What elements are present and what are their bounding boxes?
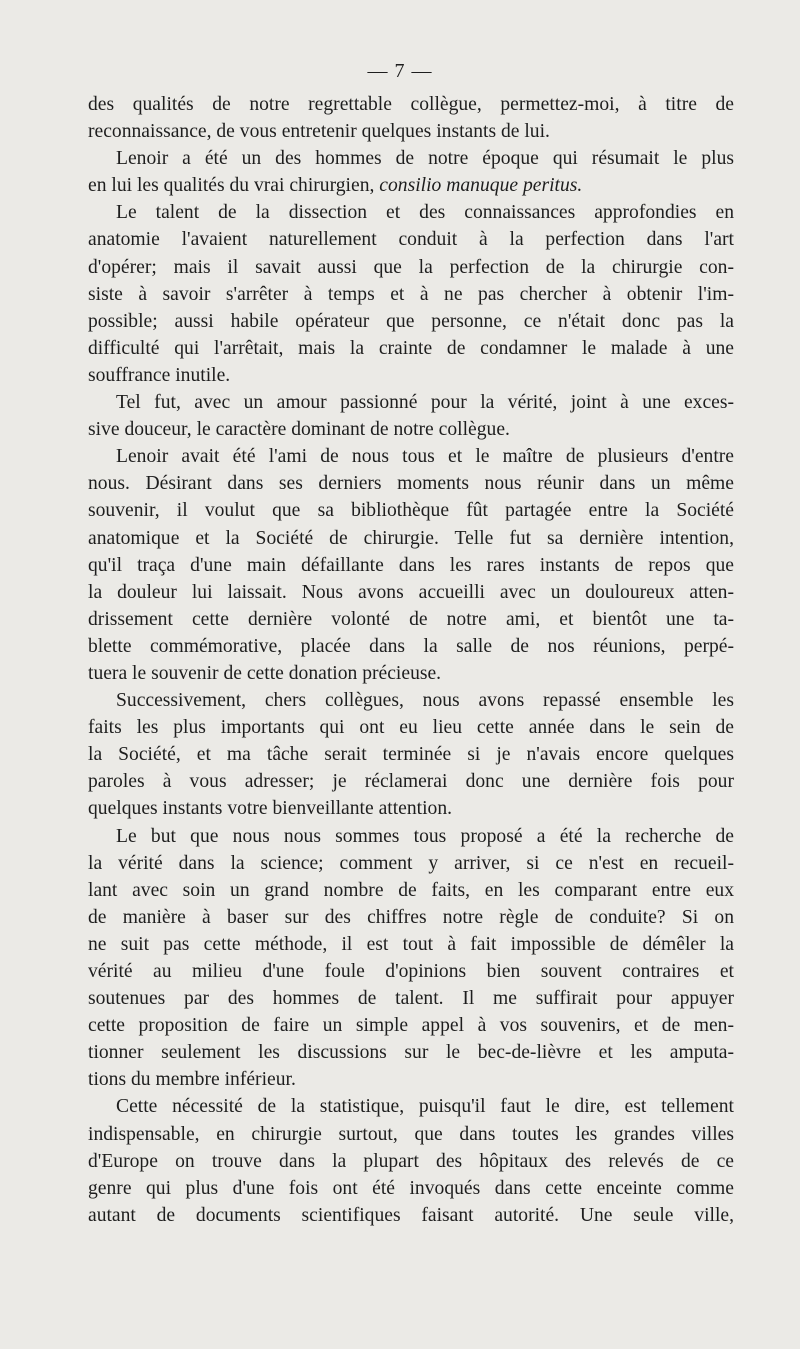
text-line: faits les plus importants qui ont eu lieu cette année dans le sein de [88,717,734,739]
text-line: anatomique et la Société de chirurgie. Telle fut sa dernière intention, [88,527,734,549]
text-line: possible; aussi habile opérateur que personne, ce n'était donc pas la [88,310,734,332]
text-line-with-italic [88,172,734,199]
text-line: difficulté qui l'arrêtait, mais la crainte de condamner le malade à une [88,337,734,359]
text-line: Le but que nous nous sommes tous proposé a été la recherche de [116,825,734,847]
text-line: d'opérer; mais il savait aussi que la perfection de la chirurgie con- [88,256,734,278]
text-line: genre qui plus d'une fois ont été invoqués dans cette enceinte comme [88,1177,734,1199]
text-run: en lui les qualités du vrai chirurgien, [88,175,380,197]
text-line: reconnaissance, de vous entretenir quelques instants de lui. [88,121,550,143]
text-line: Cette nécessité de la statistique, puisqu'il faut le dire, est tellement [116,1096,734,1118]
text-line: Lenoir avait été l'ami de nous tous et le maître de plusieurs d'entre [116,446,734,468]
text-line: drissement cette dernière volonté de notre ami, et bientôt une ta- [88,608,734,630]
text-line: vérité au milieu d'une foule d'opinions bien souvent contraires et [88,961,734,982]
text-line: des qualités de notre regrettable collègue, permettez-moi, à titre de [88,94,734,115]
text-line: sive douceur, le caractère dominant de notre collègue. [88,419,510,441]
text-line: la Société, et ma tâche serait terminée si je n'avais encore quelques [88,744,734,766]
body-text [88,91,734,1229]
text-line: siste à savoir s'arrêter à temps et à ne pas chercher à obtenir l'im- [88,283,734,305]
text-line: la vérité dans la science; comment y arriver, si ce n'est en recueil- [88,852,734,874]
text-line: Le talent de la dissection et des connaissances approfondies en [116,202,734,224]
text-line: souffrance inutile. [88,364,231,386]
text-line: d'Europe on trouve dans la plupart des hôpitaux des relevés de ce [88,1150,734,1172]
text-line: quelques instants votre bienveillante attention. [88,798,453,820]
text-line: Lenoir a été un des hommes de notre époque qui résumait le plus [116,148,734,170]
text-line: qu'il traça d'une main défaillante dans les rares instants de repos que [88,554,734,576]
text-line: tionner seulement les discussions sur le bec-de-lièvre et les amputa- [88,1042,734,1064]
text-line: cette proposition de faire un simple appel à vos souvenirs, et de men- [88,1015,734,1037]
text-line: Tel fut, avec un amour passionné pour la vérité, joint à une exces- [116,392,734,414]
text-line: tions du membre inférieur. [88,1069,296,1091]
text-line: ne suit pas cette méthode, il est tout à fait impossible de démêler la [88,933,734,955]
text-line: tuera le souvenir de cette donation précieuse. [88,662,442,684]
text-line: de manière à baser sur des chiffres notre règle de conduite? Si on [88,906,734,928]
text-line: soutenues par des hommes de talent. Il me suffirait pour appuyer [88,988,734,1010]
text-line: nous. Désirant dans ses derniers moments nous réunir dans un même [88,473,734,495]
latin-phrase: consilio manuque peritus. [379,175,583,197]
text-line: lant avec soin un grand nombre de faits, en les comparant entre eux [88,879,734,901]
text-line: Successivement, chers collègues, nous avons repassé ensemble les [116,690,734,712]
page-number: — 7 — [367,60,433,82]
text-line: souvenir, il voulut que sa bibliothèque fût partagée entre la Société [88,500,734,522]
text-line: paroles à vous adresser; je réclamerai donc une dernière fois pour [88,771,734,793]
text-line: blette commémorative, placée dans la salle de nos réunions, perpé- [88,635,734,657]
text-line: la douleur lui laissait. Nous avons accueilli avec un douloureux atten- [88,581,734,603]
text-line: indispensable, en chirurgie surtout, que dans toutes les grandes villes [88,1123,734,1145]
text-line: autant de documents scientifiques faisant autorité. Une seule ville, [88,1204,734,1226]
text-line: anatomie l'avaient naturellement conduit à la perfection dans l'art [88,229,734,251]
